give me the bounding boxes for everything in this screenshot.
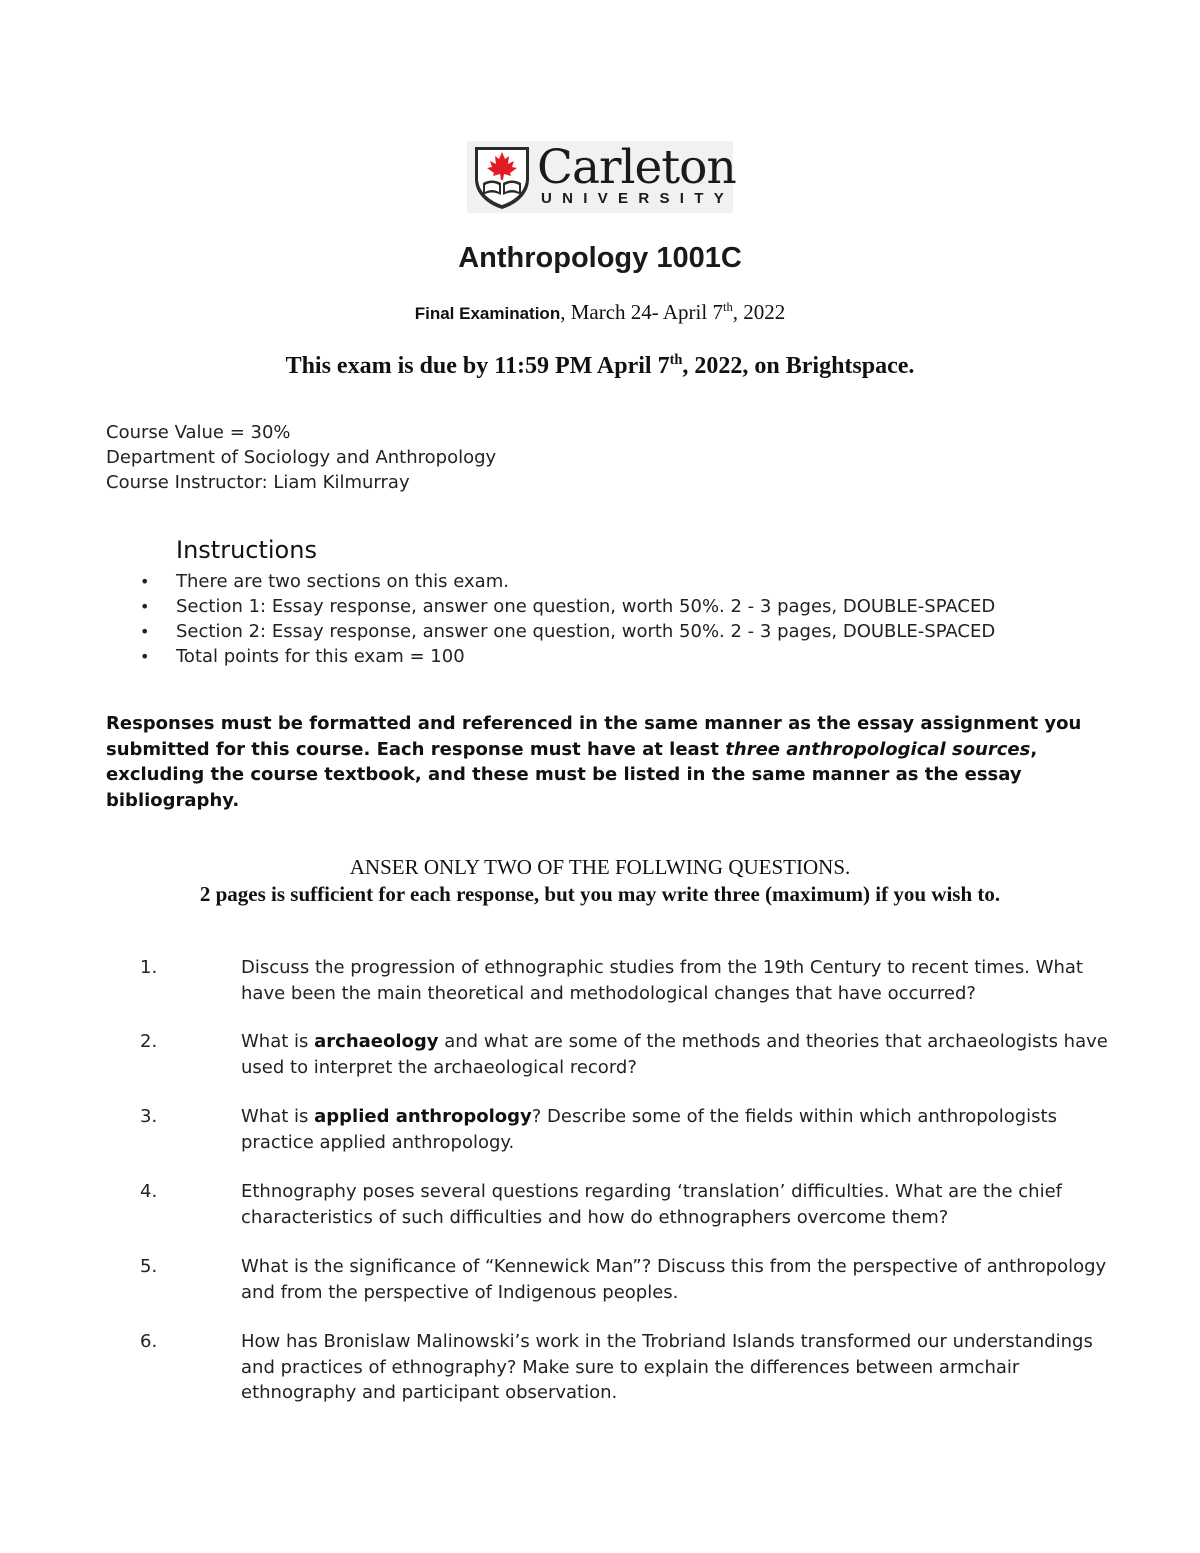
- due-notice: This exam is due by 11:59 PM April 7th, 2022, on Brightspace.: [285, 352, 915, 379]
- question-number: 1.: [140, 957, 158, 978]
- logo-wordmark: Carleton: [537, 140, 736, 195]
- course-value: Course Value = 30%: [106, 422, 291, 443]
- page-length-note: 2 pages is sufficient for each response, but you may write three (maximum) if you wish to.: [199, 882, 1001, 906]
- question-text: What is archaeology and what are some of the methods and theories that archaeologists have used to interpret the archaeological record?: [241, 1031, 1108, 1078]
- question-number: 4.: [140, 1181, 158, 1202]
- instructions-heading: Instructions: [176, 536, 317, 564]
- term-applied-anthropology: applied anthropology: [314, 1106, 532, 1127]
- term-archaeology: archaeology: [314, 1031, 439, 1052]
- logo-subtitle: UNIVERSITY: [541, 190, 735, 207]
- page-title: Anthropology 1001C: [458, 242, 742, 274]
- list-item: • Total points for this exam = 100: [140, 644, 995, 669]
- instructor: Course Instructor: Liam Kilmurray: [106, 472, 410, 493]
- question-number: 2.: [140, 1031, 158, 1052]
- question-text: Discuss the progression of ethnographic studies from the 19th Century to recent times. What have been the main theoretical and methodological changes that have occurred?: [241, 957, 1083, 1004]
- sources-emphasis: three anthropological sources: [725, 738, 1031, 760]
- department: Department of Sociology and Anthropology: [106, 447, 497, 468]
- question-number: 5.: [140, 1256, 158, 1277]
- carleton-logo: [467, 140, 736, 213]
- list-item: • There are two sections on this exam.: [140, 569, 995, 594]
- question-text: What is the significance of “Kennewick Man”? Discuss this from the perspective of anthropology and from the perspective of Indigenous peoples.: [241, 1256, 1107, 1303]
- question-text: How has Bronislaw Malinowski’s work in the Trobriand Islands transformed our understandings and practices of ethnography? Make sure to explain the differences between armchair ethnography and participant observation.: [241, 1331, 1093, 1403]
- course-meta: [106, 420, 496, 495]
- question-number: 6.: [140, 1331, 158, 1352]
- list-item: • Section 1: Essay response, answer one question, worth 50%. 2 - 3 pages, DOUBLE-SPACED: [140, 594, 995, 619]
- exam-subtitle: [0, 300, 1200, 325]
- list-item: • Section 2: Essay response, answer one question, worth 50%. 2 - 3 pages, DOUBLE-SPACED: [140, 619, 995, 644]
- exam-dates: , March 24- April 7th, 2022: [560, 300, 786, 324]
- answer-instruction: ANSER ONLY TWO OF THE FOLLWING QUESTIONS.: [349, 855, 851, 879]
- question-text: Ethnography poses several questions regarding ‘translation’ difficulties. What are the chief characteristics of such difficulties and how do ethnographers overcome them?: [241, 1181, 1062, 1228]
- question-number: 3.: [140, 1106, 158, 1127]
- shield-icon: [471, 143, 533, 211]
- question-text: What is applied anthropology? Describe some of the fields within which anthropologists practice applied anthropology.: [241, 1106, 1057, 1153]
- responses-note: Responses must be formatted and referenced in the same manner as the essay assignment you submitted for this course. Each response must have at least three anthropological sources, excluding the course textbook, and these must be listed in the same manner as the essay bibliography.: [106, 713, 1082, 811]
- instructions-list: [140, 569, 995, 669]
- exam-label: Final Examination: [414, 304, 561, 323]
